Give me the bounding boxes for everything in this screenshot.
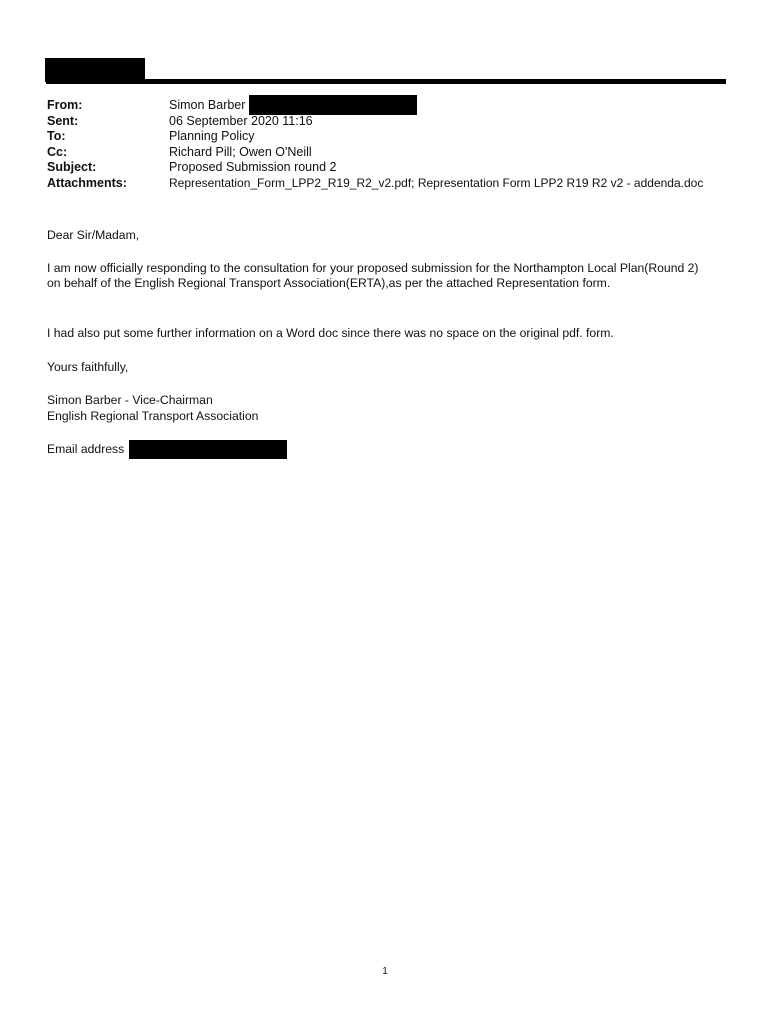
closing: Yours faithfully,: [47, 360, 129, 374]
body-paragraph-1: I am now officially responding to the consultation for your proposed submission for the Northampton Local Plan(Round 2) on behalf of the English Regional Transport Association(ERTA),as per the attached Representation form.: [47, 261, 699, 290]
page-number: 1: [382, 966, 388, 977]
to-value: Planning Policy: [169, 129, 255, 143]
sent-row: [47, 114, 703, 130]
signature-name: Simon Barber - Vice-Chairman: [47, 393, 213, 407]
redacted-email-address: [129, 440, 287, 459]
attachments-label: Attachments:: [47, 175, 127, 190]
subject-value: Proposed Submission round 2: [169, 160, 337, 174]
header-rule: [46, 79, 726, 84]
cc-label: Cc:: [47, 144, 68, 159]
cc-value: Richard Pill; Owen O'Neill: [169, 144, 312, 159]
email-header: [47, 98, 703, 191]
subject-row: [47, 160, 703, 176]
attachments-value: Representation_Form_LPP2_R19_R2_v2.pdf; Representation Form LPP2 R19 R2 v2 - addenda.doc: [169, 175, 704, 190]
attachments-row: [47, 176, 703, 192]
from-name: Simon Barber: [169, 98, 246, 112]
signature-org: English Regional Transport Association: [47, 409, 259, 423]
sent-label: Sent:: [47, 113, 79, 128]
cc-row: [47, 145, 703, 161]
greeting: Dear Sir/Madam,: [47, 228, 140, 242]
from-value: [169, 98, 245, 114]
subject-label: Subject:: [47, 160, 97, 174]
body-paragraph-2: I had also put some further information on a Word doc since there was no space on the original pdf. form.: [47, 326, 614, 340]
from-label: From:: [47, 98, 83, 112]
from-row: [47, 98, 703, 114]
to-row: [47, 129, 703, 145]
to-label: To:: [47, 129, 66, 143]
sent-value: 06 September 2020 11:16: [169, 113, 313, 128]
redacted-from-email: [249, 95, 417, 115]
email-address-label: Email address: [47, 442, 125, 456]
